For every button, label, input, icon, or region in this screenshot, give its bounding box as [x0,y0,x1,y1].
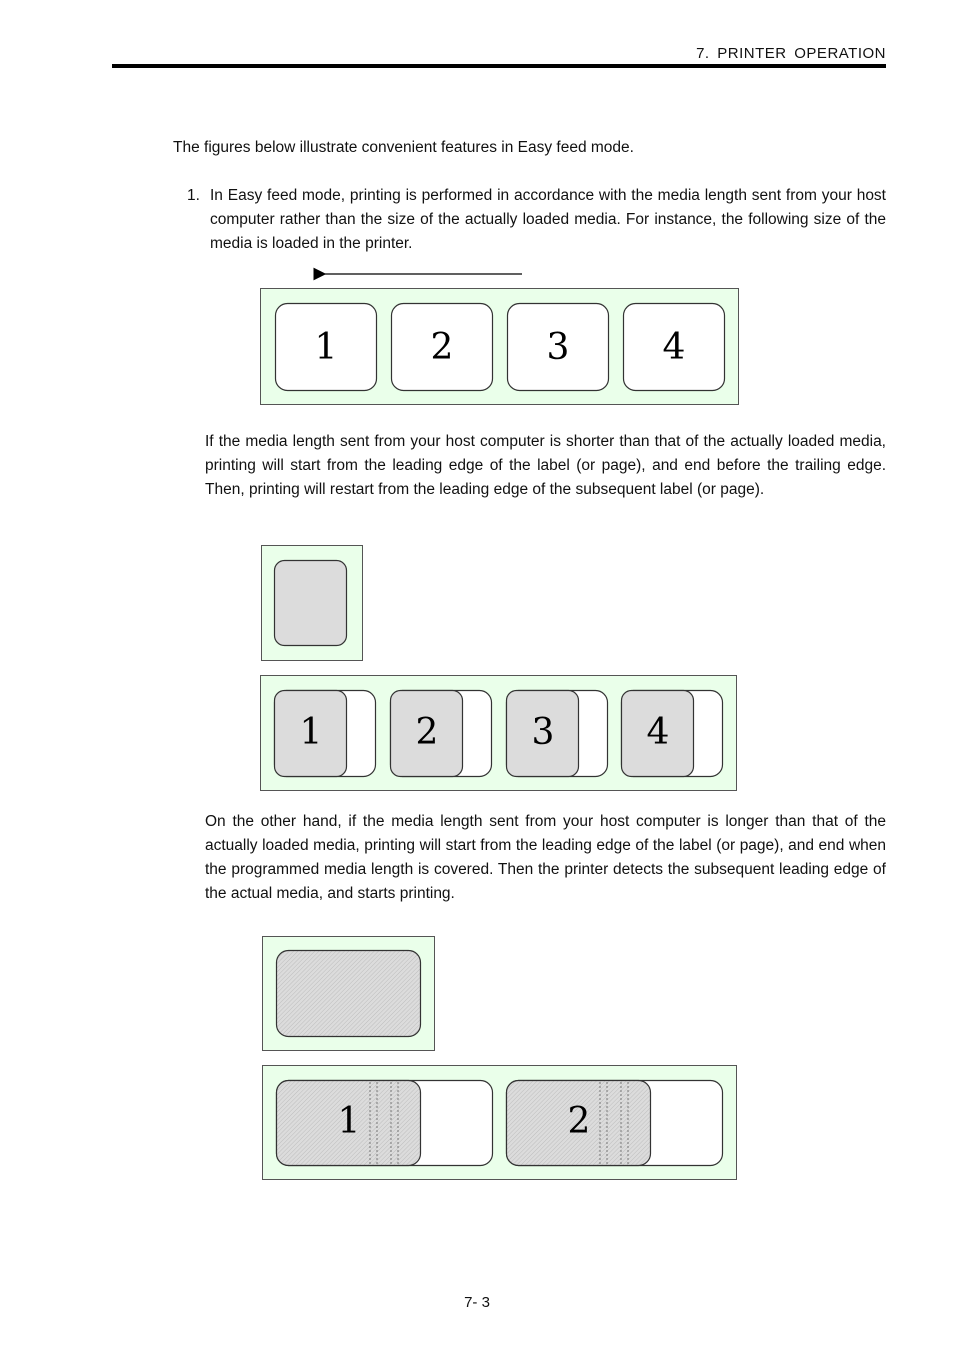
label-4-number: 4 [662,327,686,368]
shorter-length-paragraph: If the media length sent from your host computer is shorter than that of the actually loaded media, printing will start from the leading edge of the label (or page), and end before the trailing edge. Then, printing will restart from the leading edge of the subsequent label (or page). [205,433,886,498]
figure-shorter-length [255,540,745,798]
sent-length-print-area [277,951,421,1037]
print-area-1-number: 1 [337,1101,361,1142]
list-item-text: In Easy feed mode, printing is performed in accordance with the media length sent from your host computer rather than the size of the actually loaded media. For instance, the following size of the media is loaded in the printer. [210,187,886,252]
print-area-2-number: 2 [415,712,439,753]
sent-length-print-area [275,561,347,646]
chapter-title: 7. PRINTER OPERATION [696,45,886,62]
longer-length-paragraph: On the other hand, if the media length sent from your host computer is longer than that of the actually loaded media, printing will start from the leading edge of the label (or page), and end when the programmed media length is covered. Then the printer detects the subsequent leading edge of the actual media, and starts printing. [205,813,886,902]
figure-longer-length [255,930,745,1188]
page-number: 7- 3 [464,1294,490,1311]
label-2-number: 2 [430,327,454,368]
label-1-number: 1 [314,327,338,368]
label-3-number: 3 [546,327,570,368]
print-area-3-number: 3 [531,712,555,753]
header-rule [112,64,886,68]
figure-loaded-media [255,262,745,410]
list-marker: 1. [187,187,200,204]
print-area-1-number: 1 [299,712,323,753]
intro-paragraph: The figures below illustrate convenient features in Easy feed mode. [173,139,634,156]
print-area-2-number: 2 [567,1101,591,1142]
print-area-4-number: 4 [646,712,670,753]
